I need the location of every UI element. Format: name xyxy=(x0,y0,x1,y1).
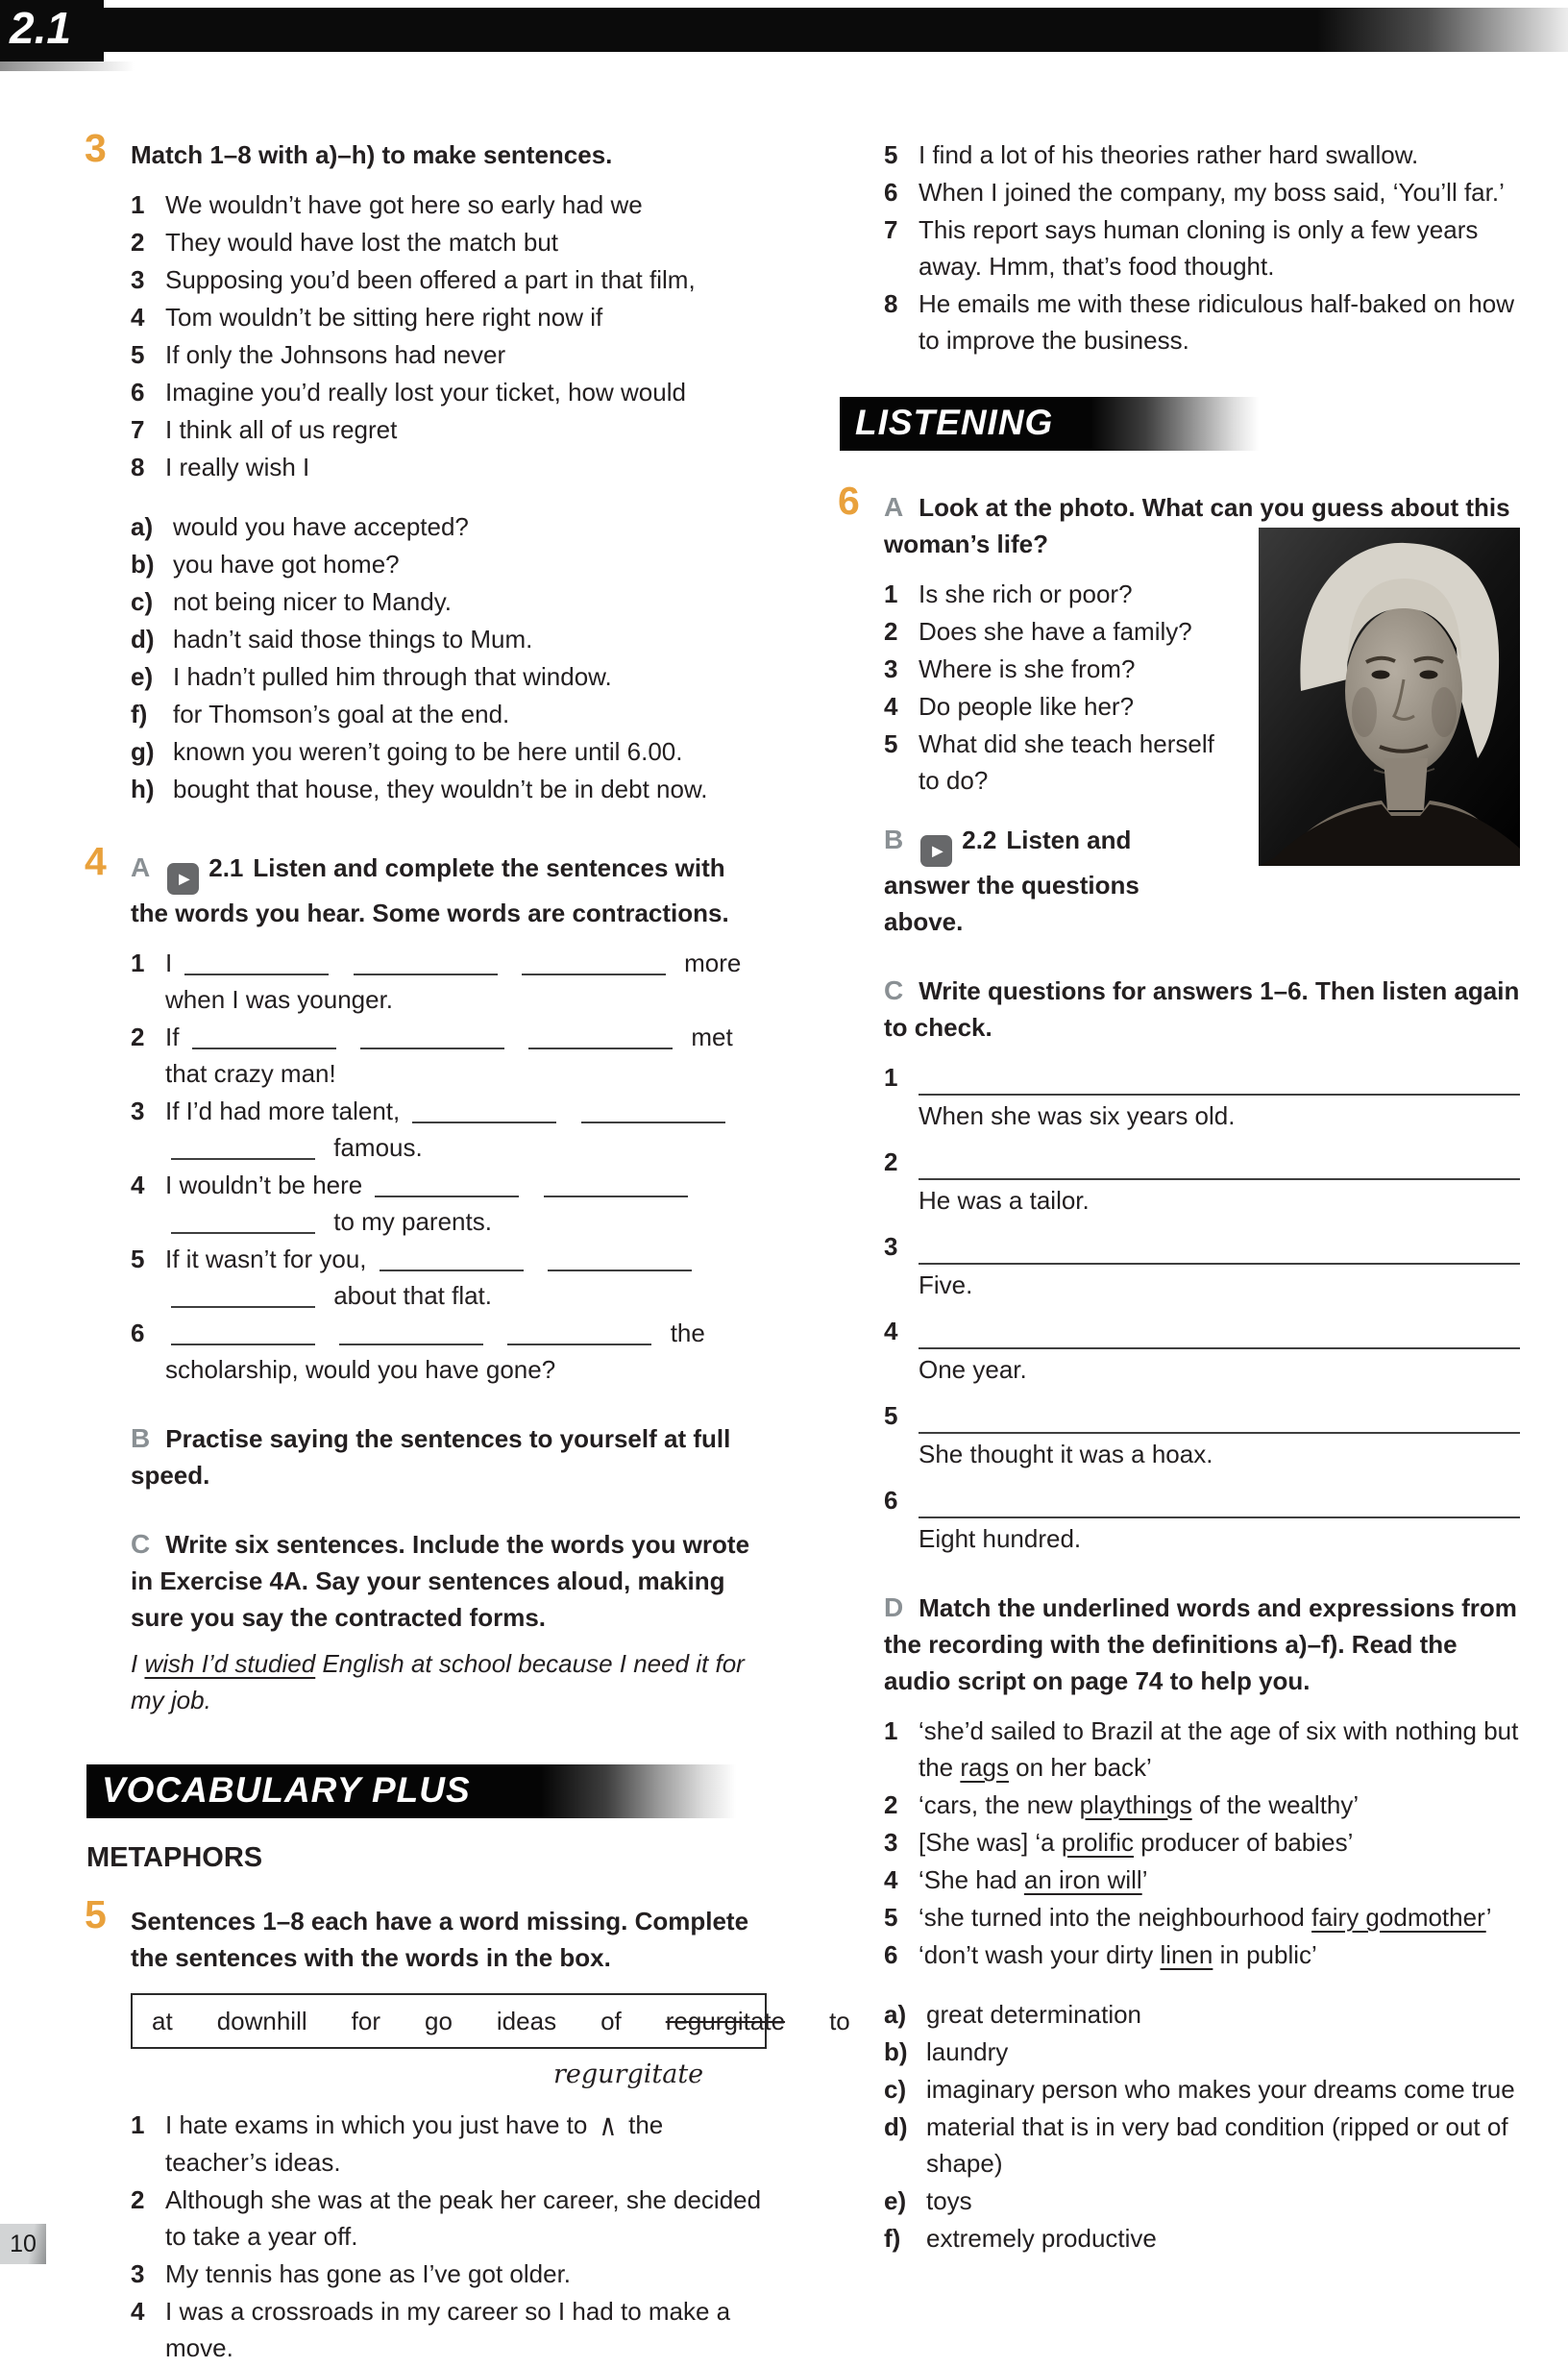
question-line xyxy=(884,1397,1520,1434)
audio-track-number: 2.1 xyxy=(208,853,244,882)
question-line xyxy=(884,1482,1520,1518)
option-letter: f) xyxy=(131,700,148,728)
item-number: 5 xyxy=(884,729,898,758)
option-text: material that is in very bad condition (ripped or out of shape) xyxy=(926,2111,1508,2178)
item-text: I more when I was younger. xyxy=(165,948,742,1014)
item-number: 3 xyxy=(884,654,898,683)
metaphors-heading: METAPHORS xyxy=(86,1841,263,1873)
banner-title: VOCABULARY PLUS xyxy=(102,1769,471,1810)
item-number: 5 xyxy=(884,1902,898,1932)
answer-blank[interactable] xyxy=(360,1026,504,1049)
exercise-5-continued-items xyxy=(884,136,1520,358)
item-number: 4 xyxy=(131,303,145,332)
option-text: I hadn’t pulled him through that window. xyxy=(173,662,612,691)
box-word xyxy=(666,2003,785,2039)
elderly-woman-photo xyxy=(1259,528,1520,866)
answer-blank[interactable] xyxy=(171,1211,315,1234)
item-text: Imagine you’d really lost your ticket, how would xyxy=(165,378,686,407)
exercise-6c-instruction xyxy=(884,973,1520,1046)
answer-blank[interactable] xyxy=(354,952,498,975)
item-number: 2 xyxy=(131,1022,145,1051)
exercise-3-instruction: Match 1–8 with a)–h) to make sentences. xyxy=(131,140,613,169)
exercise-5 xyxy=(85,1891,850,2366)
item-number: 3 xyxy=(131,1096,145,1125)
item-text: I was a crossroads in my career so I had to make a move. xyxy=(165,2296,731,2362)
question-answer-item xyxy=(884,1059,1520,1134)
option-text: bought that house, they wouldn’t be in debt now. xyxy=(173,775,708,803)
numbered-item xyxy=(884,211,1520,284)
numbered-item xyxy=(131,224,767,260)
numbered-item xyxy=(131,299,767,335)
answer-blank[interactable] xyxy=(184,952,329,975)
item-number: 3 xyxy=(131,2258,145,2288)
answer-blank[interactable] xyxy=(171,1137,315,1160)
item-number: 5 xyxy=(131,1244,145,1273)
question-blank[interactable] xyxy=(919,1236,1520,1265)
box-word: at xyxy=(152,2006,173,2035)
audio-play-icon[interactable]: ▶ xyxy=(920,835,952,867)
item-text: I find a lot of his theories rather hard swallow. xyxy=(919,140,1419,169)
numbered-item xyxy=(131,2293,767,2366)
numbered-item xyxy=(131,2107,767,2181)
option-text: imaginary person who makes your dreams come true xyxy=(926,2074,1515,2104)
question-answer-item xyxy=(884,1228,1520,1303)
item-text: They would have lost the match but xyxy=(165,228,559,257)
item-number: 5 xyxy=(884,140,898,169)
item-number: 3 xyxy=(884,1231,898,1261)
lettered-option xyxy=(131,621,767,657)
exercise-6b-instruction xyxy=(884,822,1222,940)
instruction-text: Match the underlined words and expressions from the recording with the definitions a)–f). Read the audio script on page 74 to help you. xyxy=(884,1592,1517,1695)
item-number: 1 xyxy=(884,579,898,608)
exercise-6c-items xyxy=(884,1059,1520,1557)
exercise-4-number: 4 xyxy=(85,839,107,883)
answer-blank[interactable] xyxy=(528,1026,673,1049)
numbered-item xyxy=(884,1824,1520,1861)
numbered-item xyxy=(884,1899,1520,1936)
left-column xyxy=(85,126,850,2367)
box-word: go xyxy=(424,2006,453,2035)
option-letter: b) xyxy=(131,550,155,579)
option-letter: d) xyxy=(131,625,155,653)
top-banner xyxy=(0,3,1568,53)
part-a-label: A xyxy=(131,852,151,882)
item-text: Is she rich or poor? xyxy=(919,579,1133,608)
exercise-5-items xyxy=(131,2107,767,2366)
instruction-text: Practise saying the sentences to yourself at full speed. xyxy=(131,1423,731,1490)
item-text: We wouldn’t have got here so early had we xyxy=(165,190,643,219)
item-number: 8 xyxy=(131,453,145,481)
exercise-3 xyxy=(85,126,767,807)
numbered-item xyxy=(131,336,767,373)
numbered-item xyxy=(131,1241,767,1314)
vocabulary-plus-banner xyxy=(86,1764,736,1818)
option-letter: h) xyxy=(131,775,155,803)
answer-text: She thought it was a hoax. xyxy=(919,1439,1213,1468)
answer-blank[interactable] xyxy=(522,952,666,975)
numbered-item xyxy=(131,374,767,410)
option-letter: b) xyxy=(884,2036,908,2066)
item-number: 1 xyxy=(131,190,145,219)
box-word: downhill xyxy=(216,2006,307,2035)
item-text: ‘cars, the new playthings of the wealthy’ xyxy=(919,1789,1360,1819)
listening-banner xyxy=(840,397,1259,451)
answer-text: Five. xyxy=(919,1270,973,1299)
numbered-item xyxy=(884,1936,1520,1973)
numbered-item xyxy=(131,449,767,485)
question-answer-item xyxy=(884,1313,1520,1388)
option-letter: e) xyxy=(131,662,154,691)
item-number: 2 xyxy=(884,1789,898,1819)
item-text: Do people like her? xyxy=(919,692,1135,721)
question-blank[interactable] xyxy=(919,1151,1520,1180)
numbered-item xyxy=(131,1093,767,1166)
numbered-item xyxy=(131,411,767,448)
numbered-item xyxy=(884,1713,1520,1786)
answer-blank[interactable] xyxy=(581,1100,725,1123)
lettered-option xyxy=(884,2220,1520,2256)
numbered-item xyxy=(131,261,767,298)
item-number: 2 xyxy=(131,228,145,257)
exercise-6a-questions xyxy=(884,576,1241,799)
option-letter: a) xyxy=(131,512,154,541)
example-sentence: I wish I’d studied English at school because I need it for my job. xyxy=(131,1648,745,1714)
answer-blank[interactable] xyxy=(339,1322,483,1345)
item-text: What did she teach herself to do? xyxy=(919,729,1214,795)
audio-play-icon[interactable]: ▶ xyxy=(167,863,199,895)
answer-blank[interactable] xyxy=(171,1285,315,1308)
option-letter: d) xyxy=(884,2111,908,2141)
instruction-text: Look at the photo. What can you guess about this woman’s life? xyxy=(884,493,1510,558)
exercise-6a xyxy=(884,489,1520,940)
numbered-item xyxy=(884,576,1241,612)
item-text: the scholarship, would you have gone? xyxy=(165,1318,705,1384)
instruction-text: Listen and complete the sentences with the words you hear. Some words are contractions. xyxy=(131,853,729,927)
item-text: I think all of us regret xyxy=(165,415,398,444)
item-number: 7 xyxy=(131,415,145,444)
exercise-4 xyxy=(85,839,767,1718)
part-c-label: C xyxy=(884,974,904,1005)
exercise-5-number: 5 xyxy=(85,1891,107,1936)
question-line xyxy=(884,1144,1520,1180)
banner-shadow xyxy=(0,62,135,71)
numbered-item xyxy=(131,2182,767,2255)
numbered-item xyxy=(131,1019,767,1092)
numbered-item xyxy=(884,285,1520,358)
question-blank[interactable] xyxy=(919,1490,1520,1518)
item-text: If met that crazy man! xyxy=(165,1022,733,1088)
question-answer-item xyxy=(884,1482,1520,1557)
instruction-text: Write questions for answers 1–6. Then listen again to check. xyxy=(884,975,1520,1042)
struck-word: regurgitate xyxy=(665,2006,786,2035)
part-b-label: B xyxy=(131,1422,151,1453)
item-text: ‘she turned into the neighbourhood fairy godmother’ xyxy=(919,1902,1492,1932)
underlined-text: playthings xyxy=(1079,1789,1192,1819)
box-word: ideas xyxy=(496,2006,557,2035)
item-text: Although she was at the peak her career, she decided to take a year off. xyxy=(165,2184,762,2251)
answer-blank[interactable] xyxy=(544,1174,688,1197)
item-text: Does she have a family? xyxy=(919,617,1192,646)
item-text: When I joined the company, my boss said, ‘You’ll far.’ xyxy=(919,178,1505,207)
unit-tab xyxy=(0,0,104,62)
answer-blank[interactable] xyxy=(507,1322,651,1345)
lettered-option xyxy=(131,546,767,582)
part-a-label: A xyxy=(884,492,904,522)
answer-blank[interactable] xyxy=(192,1026,336,1049)
answer-text: When she was six years old. xyxy=(919,1100,1236,1130)
answer-text: Eight hundred. xyxy=(919,1523,1082,1553)
audio-track-number: 2.2 xyxy=(962,826,997,854)
item-number: 6 xyxy=(884,1485,898,1515)
numbered-item xyxy=(884,1787,1520,1823)
question-answer-item xyxy=(884,1144,1520,1219)
insertion-caret: ∧ xyxy=(599,2108,617,2142)
numbered-item xyxy=(884,136,1520,173)
option-text: hadn’t said those things to Mum. xyxy=(173,625,533,653)
answer-blank[interactable] xyxy=(380,1248,524,1271)
item-text: My tennis has gone as I’ve got older. xyxy=(165,2258,572,2288)
item-number: 1 xyxy=(884,1715,898,1745)
page-number-value: 10 xyxy=(10,2231,37,2257)
option-text: you have got home? xyxy=(173,550,400,579)
option-letter: f) xyxy=(884,2223,901,2253)
underlined-text: rags xyxy=(960,1752,1009,1782)
right-column xyxy=(840,136,1520,2367)
item-number: 1 xyxy=(884,1062,898,1092)
question-blank[interactable] xyxy=(919,1405,1520,1434)
numbered-item xyxy=(884,174,1520,210)
answer-blank[interactable] xyxy=(548,1248,692,1271)
lettered-option xyxy=(884,1996,1520,2033)
exercise-5-instruction: Sentences 1–8 each have a word missing. Complete the sentences with the words in the box. xyxy=(131,1906,749,1972)
item-number: 2 xyxy=(884,1147,898,1176)
exercise-6 xyxy=(838,479,1520,2256)
underlined-text: an iron will xyxy=(1023,1864,1142,1894)
exercise-3-options xyxy=(131,508,767,807)
lettered-option xyxy=(884,2182,1520,2219)
item-text: I hate exams in which you just have to ∧ the teacher’s ideas. xyxy=(165,2107,767,2181)
item-number: 4 xyxy=(884,692,898,721)
instruction-text: Write six sentences. Include the words you wrote in Exercise 4A. Say your sentences aloud, making sure you say the contracted forms. xyxy=(131,1529,750,1632)
exercise-6d-options xyxy=(884,1996,1520,2256)
numbered-item xyxy=(131,945,767,1018)
exercise-6d-instruction xyxy=(884,1590,1520,1699)
option-letter: e) xyxy=(884,2185,907,2215)
option-text: extremely productive xyxy=(926,2223,1157,2253)
part-c-label: C xyxy=(131,1528,151,1559)
item-text: He emails me with these ridiculous half-baked on how to improve the business. xyxy=(919,289,1514,355)
option-letter: a) xyxy=(884,1999,907,2029)
box-word: for xyxy=(351,2006,380,2035)
underlined-text: fairy godmother xyxy=(1311,1902,1486,1932)
answer-blank[interactable] xyxy=(412,1100,556,1123)
option-letter: c) xyxy=(884,2074,907,2104)
exercise-4b-instruction xyxy=(131,1420,767,1493)
part-b-label: B xyxy=(884,825,904,854)
item-text: This report says human cloning is only a few years away. Hmm, that’s food thought. xyxy=(919,215,1479,281)
item-text: ‘don’t wash your dirty linen in public’ xyxy=(919,1939,1317,1969)
lettered-option xyxy=(131,508,767,545)
item-text: I really wish I xyxy=(165,453,310,481)
option-text: laundry xyxy=(926,2036,1009,2066)
numbered-item xyxy=(884,613,1241,650)
instruction-text: Listen and answer the questions above. xyxy=(884,826,1139,936)
item-number: 4 xyxy=(884,1316,898,1345)
numbered-item xyxy=(884,1862,1520,1898)
numbered-item xyxy=(884,651,1241,687)
option-text: toys xyxy=(926,2185,972,2215)
answer-blank[interactable] xyxy=(375,1174,519,1197)
item-number: 2 xyxy=(131,2184,145,2214)
answer-blank[interactable] xyxy=(171,1322,315,1345)
item-number: 6 xyxy=(131,378,145,407)
item-number: 4 xyxy=(884,1864,898,1894)
lettered-option xyxy=(884,2071,1520,2108)
lettered-option xyxy=(884,2108,1520,2182)
lettered-option xyxy=(131,771,767,807)
item-text: I wouldn’t be here to my parents. xyxy=(165,1167,767,1240)
exercise-3-items xyxy=(131,186,767,485)
item-number: 3 xyxy=(884,1827,898,1857)
item-number: 4 xyxy=(131,2296,145,2326)
numbered-item xyxy=(884,688,1241,725)
lettered-option xyxy=(131,696,767,732)
unit-number: 2.1 xyxy=(10,3,71,53)
word-box xyxy=(131,1993,850,2049)
item-number: 3 xyxy=(131,265,145,294)
option-text: known you weren’t going to be here until 6.00. xyxy=(173,737,683,766)
numbered-item xyxy=(131,186,767,223)
question-line xyxy=(884,1313,1520,1349)
option-letter: c) xyxy=(131,587,154,616)
exercise-4a-items xyxy=(131,945,767,1388)
question-blank[interactable] xyxy=(919,1320,1520,1349)
item-text: Tom wouldn’t be sitting here right now if xyxy=(165,303,603,332)
item-text: If I’d had more talent, famous. xyxy=(165,1093,767,1166)
item-number: 5 xyxy=(884,1400,898,1430)
question-line xyxy=(884,1059,1520,1096)
box-word: of xyxy=(600,2006,622,2035)
numbered-item xyxy=(131,1167,767,1240)
lettered-option xyxy=(131,658,767,695)
item-number: 1 xyxy=(131,948,145,977)
numbered-item xyxy=(131,2256,767,2292)
part-d-label: D xyxy=(884,1591,904,1622)
item-number: 2 xyxy=(884,617,898,646)
item-text: ‘She had an iron will’ xyxy=(919,1864,1148,1894)
exercise-3-number: 3 xyxy=(85,126,107,170)
item-number: 4 xyxy=(131,1170,145,1199)
numbered-item xyxy=(884,726,1241,799)
item-text: ‘she’d sailed to Brazil at the age of six with nothing but the rags on her back’ xyxy=(919,1715,1519,1782)
option-text: would you have accepted? xyxy=(173,512,469,541)
item-number: 6 xyxy=(884,1939,898,1969)
exercise-5-continued xyxy=(884,136,1520,358)
answer-text: He was a tailor. xyxy=(919,1185,1090,1215)
lettered-option xyxy=(131,733,767,770)
exercise-6-number: 6 xyxy=(838,479,860,523)
item-text: Where is she from? xyxy=(919,654,1136,683)
item-number: 7 xyxy=(884,215,898,244)
exercise-6d-items xyxy=(884,1713,1520,1973)
item-number: 5 xyxy=(131,340,145,369)
exercise-4c-instruction xyxy=(131,1526,767,1636)
item-text: If only the Johnsons had never xyxy=(165,340,506,369)
item-number: 8 xyxy=(884,289,898,318)
numbered-item xyxy=(131,1315,767,1388)
item-text: If it wasn’t for you, about that flat. xyxy=(165,1241,767,1314)
exercise-4a-instruction xyxy=(131,850,767,931)
underlined-text: wish I’d studied xyxy=(144,1648,316,1678)
box-word: to xyxy=(829,2006,850,2035)
option-text: not being nicer to Mandy. xyxy=(173,587,453,616)
handwritten-answer: regurgitate xyxy=(553,2059,704,2089)
banner-title: LISTENING xyxy=(855,403,1054,442)
option-text: for Thomson’s goal at the end. xyxy=(173,700,510,728)
item-number: 6 xyxy=(884,178,898,207)
question-line xyxy=(884,1228,1520,1265)
underlined-text: linen xyxy=(1160,1939,1213,1969)
item-text: Supposing you’d been offered a part in that film, xyxy=(165,265,696,294)
item-number: 6 xyxy=(131,1318,145,1347)
option-letter: g) xyxy=(131,737,155,766)
answer-text: One year. xyxy=(919,1354,1027,1384)
lettered-option xyxy=(884,2034,1520,2070)
item-number: 1 xyxy=(131,2109,145,2139)
question-blank[interactable] xyxy=(919,1067,1520,1096)
lettered-option xyxy=(131,583,767,620)
underlined-text: prolific xyxy=(1061,1827,1134,1857)
item-text: [She was] ‘a prolific producer of babies’ xyxy=(919,1827,1354,1857)
question-answer-item xyxy=(884,1397,1520,1472)
option-text: great determination xyxy=(926,1999,1142,2029)
page-number xyxy=(0,2224,46,2264)
